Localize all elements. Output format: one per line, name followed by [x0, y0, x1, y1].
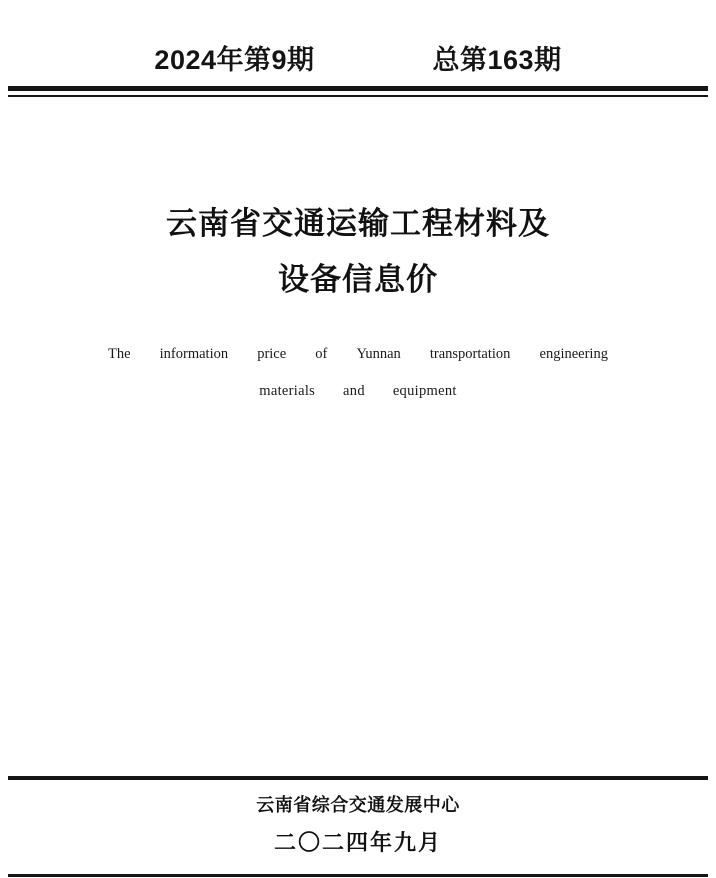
publisher-organization: 云南省综合交通发展中心	[256, 795, 460, 815]
subtitle-word: engineering	[539, 346, 608, 362]
subtitle-word: information	[159, 346, 229, 362]
header-divider-thin	[8, 95, 708, 97]
subtitle-word: transportation	[429, 346, 511, 362]
english-subtitle	[108, 336, 608, 410]
total-issue-number: 总第163期	[432, 44, 562, 75]
subtitle-word: Yunnan	[356, 346, 401, 362]
page-title	[0, 196, 716, 308]
page-title-line-2: 设备信息价	[278, 262, 438, 297]
subtitle-word: and	[343, 383, 365, 399]
header-divider-thick	[8, 86, 708, 91]
subtitle-word: equipment	[392, 383, 457, 399]
cover-footer	[0, 790, 716, 866]
issue-number: 2024年第9期	[154, 44, 315, 75]
english-subtitle-line-1	[108, 336, 608, 373]
subtitle-word: price	[257, 346, 287, 362]
subtitle-word: of	[315, 346, 328, 362]
page-title-line-1: 云南省交通运输工程材料及	[166, 206, 550, 241]
subtitle-word: The	[108, 346, 131, 362]
cover-header	[0, 30, 716, 84]
page-bottom-edge	[8, 874, 708, 877]
subtitle-word: materials	[259, 383, 316, 399]
publication-date: 二〇二四年九月	[273, 830, 442, 855]
english-subtitle-line-2	[108, 373, 608, 410]
footer-divider	[8, 776, 708, 780]
